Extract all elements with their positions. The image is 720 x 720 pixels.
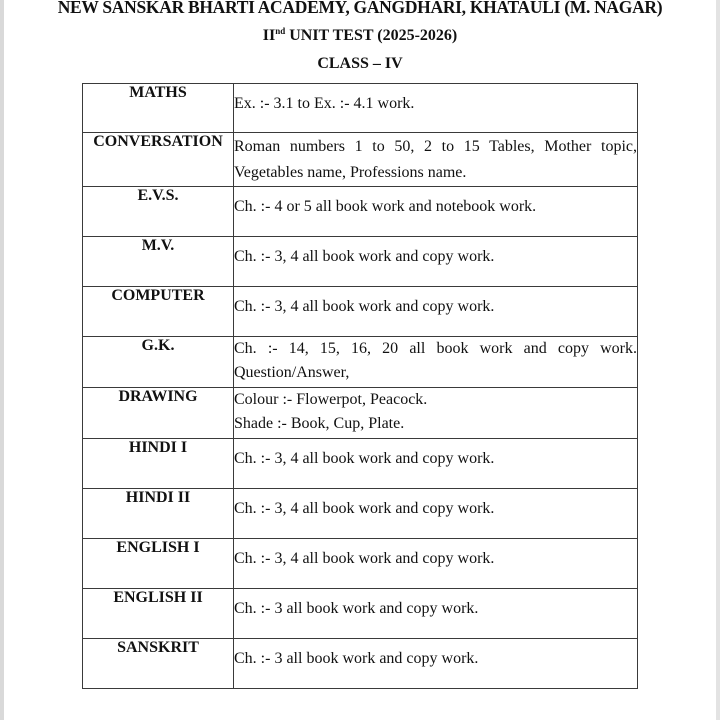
work-line: Ch. :- 3 all book work and copy work. bbox=[234, 650, 479, 667]
work-line: Ch. :- 14, 15, 16, 20 all book work and copy work. bbox=[234, 340, 637, 357]
work-cell bbox=[234, 237, 638, 287]
work-line: Roman numbers 1 to 50, 2 to 15 Tables, Mother topic, bbox=[234, 138, 637, 155]
table-row bbox=[83, 439, 638, 489]
page-edge-right bbox=[716, 0, 720, 720]
subject-cell: G.K. bbox=[83, 337, 234, 388]
test-title bbox=[0, 26, 720, 45]
class-label: CLASS – IV bbox=[317, 55, 403, 72]
table-row bbox=[83, 489, 638, 539]
subject-cell: E.V.S. bbox=[83, 187, 234, 237]
work-cell bbox=[234, 489, 638, 539]
table-row bbox=[83, 133, 638, 187]
subject-cell: MATHS bbox=[83, 84, 234, 133]
subject-cell: DRAWING bbox=[83, 388, 234, 439]
subject-cell: COMPUTER bbox=[83, 287, 234, 337]
work-line: Ex. :- 3.1 to Ex. :- 4.1 work. bbox=[234, 95, 415, 112]
table-row bbox=[83, 337, 638, 388]
subject-cell: HINDI II bbox=[83, 489, 234, 539]
work-cell bbox=[234, 439, 638, 489]
work-cell bbox=[234, 539, 638, 589]
work-line: Ch. :- 3, 4 all book work and copy work. bbox=[234, 248, 495, 265]
subject-cell: M.V. bbox=[83, 237, 234, 287]
table-row bbox=[83, 187, 638, 237]
work-line: Ch. :- 3, 4 all book work and copy work. bbox=[234, 298, 495, 315]
subject-cell: SANSKRIT bbox=[83, 639, 234, 689]
work-line: Ch. :- 3 all book work and copy work. bbox=[234, 600, 479, 617]
work-line: Shade :- Book, Cup, Plate. bbox=[234, 415, 405, 432]
table-row bbox=[83, 589, 638, 639]
work-cell bbox=[234, 388, 638, 439]
work-cell bbox=[234, 187, 638, 237]
table-row bbox=[83, 539, 638, 589]
syllabus-table bbox=[82, 83, 638, 689]
test-ordinal: II bbox=[262, 27, 276, 44]
work-line: Ch. :- 3, 4 all book work and copy work. bbox=[234, 450, 495, 467]
work-line: Ch. :- 3, 4 all book work and copy work. bbox=[234, 500, 495, 517]
work-line: Ch. :- 3, 4 all book work and copy work. bbox=[234, 550, 495, 567]
table-row bbox=[83, 84, 638, 133]
work-line: Vegetables name, Professions name. bbox=[234, 164, 467, 181]
work-line: Colour :- Flowerpot, Peacock. bbox=[234, 391, 428, 408]
subject-cell: CONVERSATION bbox=[83, 133, 234, 187]
work-cell bbox=[234, 133, 638, 187]
work-cell bbox=[234, 84, 638, 133]
work-cell bbox=[234, 337, 638, 388]
table-row bbox=[83, 639, 638, 689]
test-ordinal-suffix: nd bbox=[275, 26, 286, 36]
subject-cell: ENGLISH II bbox=[83, 589, 234, 639]
table-row bbox=[83, 237, 638, 287]
work-cell bbox=[234, 639, 638, 689]
test-name: UNIT TEST (2025-2026) bbox=[285, 27, 458, 44]
table-row bbox=[83, 388, 638, 439]
table-row bbox=[83, 287, 638, 337]
subject-cell: HINDI I bbox=[83, 439, 234, 489]
page-edge-left bbox=[0, 0, 4, 720]
work-cell bbox=[234, 589, 638, 639]
work-cell bbox=[234, 287, 638, 337]
school-name: NEW SANSKAR BHARTI ACADEMY, GANGDHARI, KHATAULI (M. NAGAR) bbox=[57, 0, 663, 17]
work-line: Ch. :- 4 or 5 all book work and notebook work. bbox=[234, 198, 537, 215]
work-line: Question/Answer, bbox=[234, 364, 350, 381]
subject-cell: ENGLISH I bbox=[83, 539, 234, 589]
